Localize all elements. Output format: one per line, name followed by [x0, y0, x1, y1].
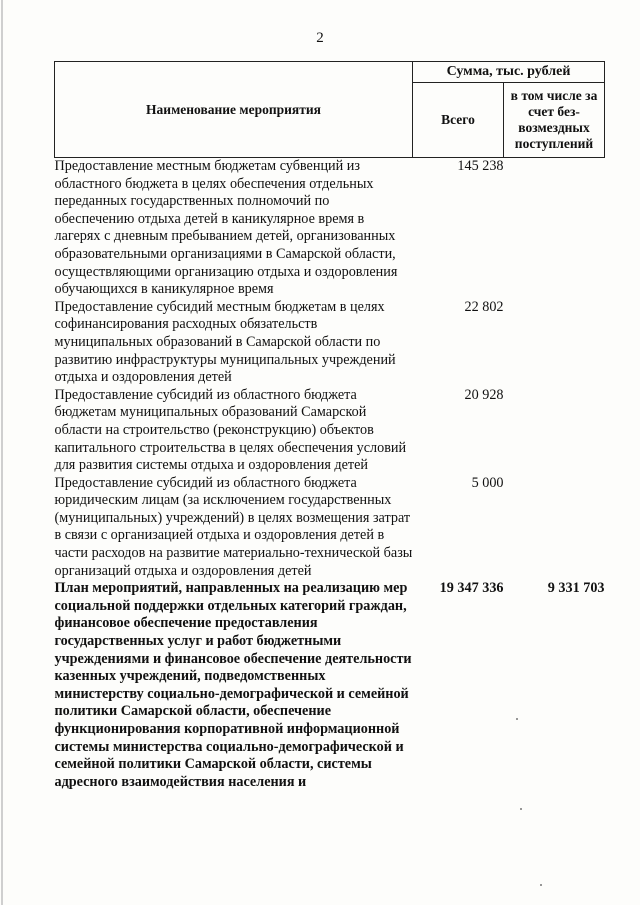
row-total: 5 000 — [471, 474, 504, 491]
row-measure-name: Предоставление местным бюджетам субвенций из областного бюджета в целях обеспечения отдельных переданных государственных полномочий по обеспечению отдыха детей в каникулярное время в лагерях с дневным пребыванием детей, организованных образовательными организациями в Самарской области, осуществляющими организацию отдыха и оздоровления обучающихся в каникулярное время — [54, 158, 398, 298]
row-incl — [504, 299, 605, 387]
row-total: 20 928 — [464, 386, 504, 403]
row-incl — [504, 387, 605, 475]
row-total: 22 802 — [464, 298, 504, 315]
row-measure-name: Предоставление субсидий из областного бюджета юридическим лицам (за исключением государственных (муниципальных) учреждений) в целях возмещения затрат в связи с организацией отдыха и оздоровления детей в части расходов на развитие материально-технической базы организаций отдыха и оздоровления детей — [54, 474, 413, 579]
table-row — [55, 475, 605, 581]
scan-speck — [516, 718, 518, 720]
measures-table — [54, 61, 605, 791]
scan-speck — [520, 808, 522, 810]
row-incl — [504, 158, 605, 299]
scan-speck — [540, 884, 542, 886]
header-measure-name: Наименование мероприятия — [55, 62, 413, 158]
page-number: 2 — [316, 30, 324, 46]
row-incl — [504, 475, 605, 581]
table-row — [55, 158, 605, 299]
header-sum: Сумма, тыс. рублей — [413, 62, 605, 83]
row-total: 19 347 336 — [439, 580, 504, 597]
row-incl: 9 331 703 — [547, 580, 605, 597]
table-row — [55, 580, 605, 791]
row-total: 145 238 — [457, 158, 504, 174]
header-gratuitous-receipts: в том числе за счет без-возмездных поступлений — [504, 83, 605, 158]
header-total: Всего — [413, 83, 504, 158]
table-row — [55, 387, 605, 475]
row-measure-name: Предоставление субсидий местным бюджетам в целях софинансирования расходных обязательств муниципальных образований в Самарской области по развитию инфраструктуры муниципальных учреждений отдыха и оздоровления детей — [54, 298, 396, 386]
scan-edge-rule — [1, 0, 3, 905]
row-measure-name: План мероприятий, направленных на реализацию мер социальной поддержки отдельных категорий граждан, финансовое обеспечение предоставления государственных услуг и работ бюджетными учреждениями и финансовое обеспечение деятельности казенных учреждений, подведомственных министерству социально-демографической и семейной политики Самарской области, обеспечение функционирования корпоративной информационной системы министерства социально-демографической и семейной политики Самарской области, системы адресного взаимодействия населения и — [54, 580, 412, 790]
row-measure-name: Предоставление субсидий из областного бюджета бюджетам муниципальных образований Самарской области на строительство (реконструкцию) объектов капитального строительства в целях обеспечения условий для развития системы отдыха и оздоровления детей — [54, 386, 407, 474]
table-row — [55, 299, 605, 387]
